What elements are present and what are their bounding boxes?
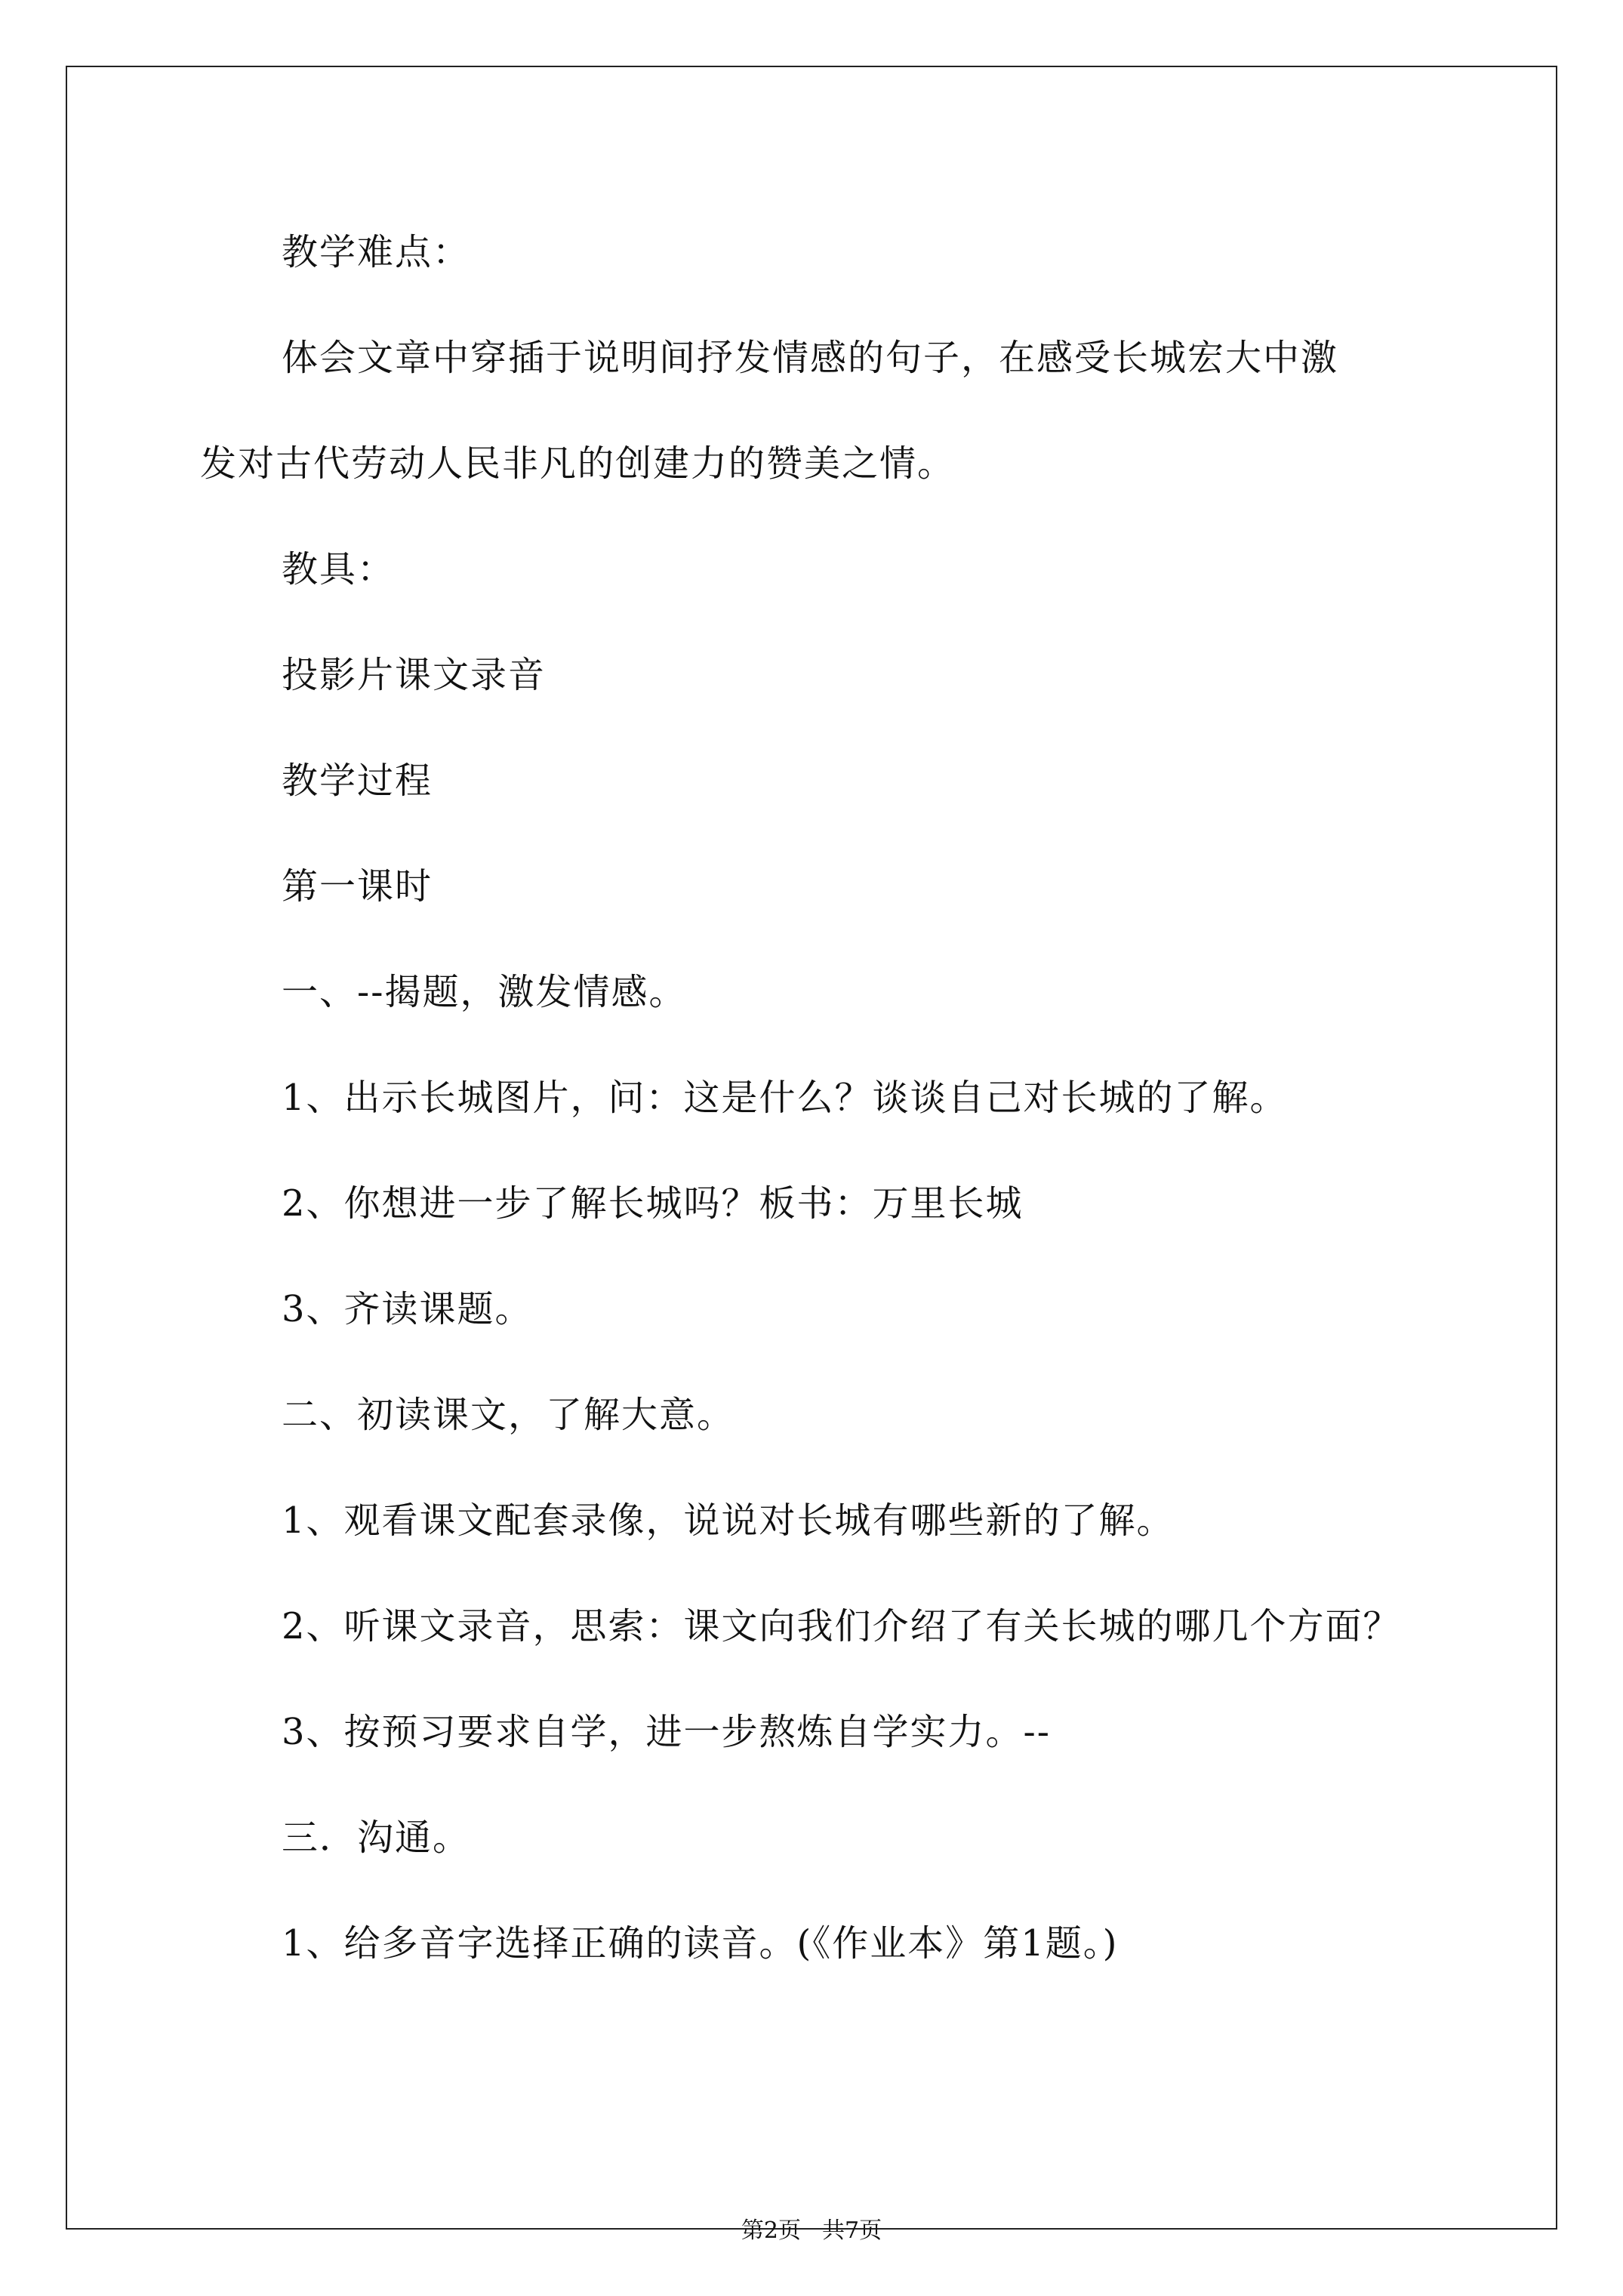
paragraph-line: 发对古代劳动人民非凡的创建力的赞美之情。 [200, 442, 956, 485]
section-heading: 二、初读课文，了解大意。 [282, 1394, 735, 1436]
list-item: 1、给多音字选择正确的读音。(《作业本》第1题。) [282, 1922, 1119, 1965]
list-item: 3、齐读课题。 [282, 1288, 533, 1330]
paragraph-line: 投影片课文录音 [282, 654, 547, 696]
page-footer [0, 2216, 1623, 2246]
paragraph-line: 体会文章中穿插于说明间抒发情感的句子，在感受长城宏大中激 [282, 337, 1339, 379]
heading-difficulty: 教学难点： [282, 231, 471, 273]
list-item: 1、出示长城图片，问：这是什么？谈谈自己对长城的了解。 [282, 1077, 1288, 1119]
section-heading: 一、--揭题，激发情感。 [282, 971, 687, 1013]
list-item: 2、你想进一步了解长城吗？板书：万里长城 [282, 1182, 1024, 1225]
list-item: 3、按预习要求自学，进一步熬炼自学实力。-- [282, 1711, 1051, 1753]
heading-teaching-aids: 教具： [282, 548, 396, 590]
list-item: 1、观看课文配套录像，说说对长城有哪些新的了解。 [282, 1499, 1175, 1542]
heading-teaching-process: 教学过程 [282, 760, 433, 802]
list-item: 2、听课文录音，思索：课文向我们介绍了有关长城的哪几个方面？ [282, 1605, 1401, 1647]
page-number: 第2页 [741, 2217, 801, 2244]
section-heading: 三．沟通。 [282, 1817, 471, 1859]
heading-first-lesson: 第一课时 [282, 865, 433, 908]
total-pages: 共7页 [822, 2217, 882, 2244]
